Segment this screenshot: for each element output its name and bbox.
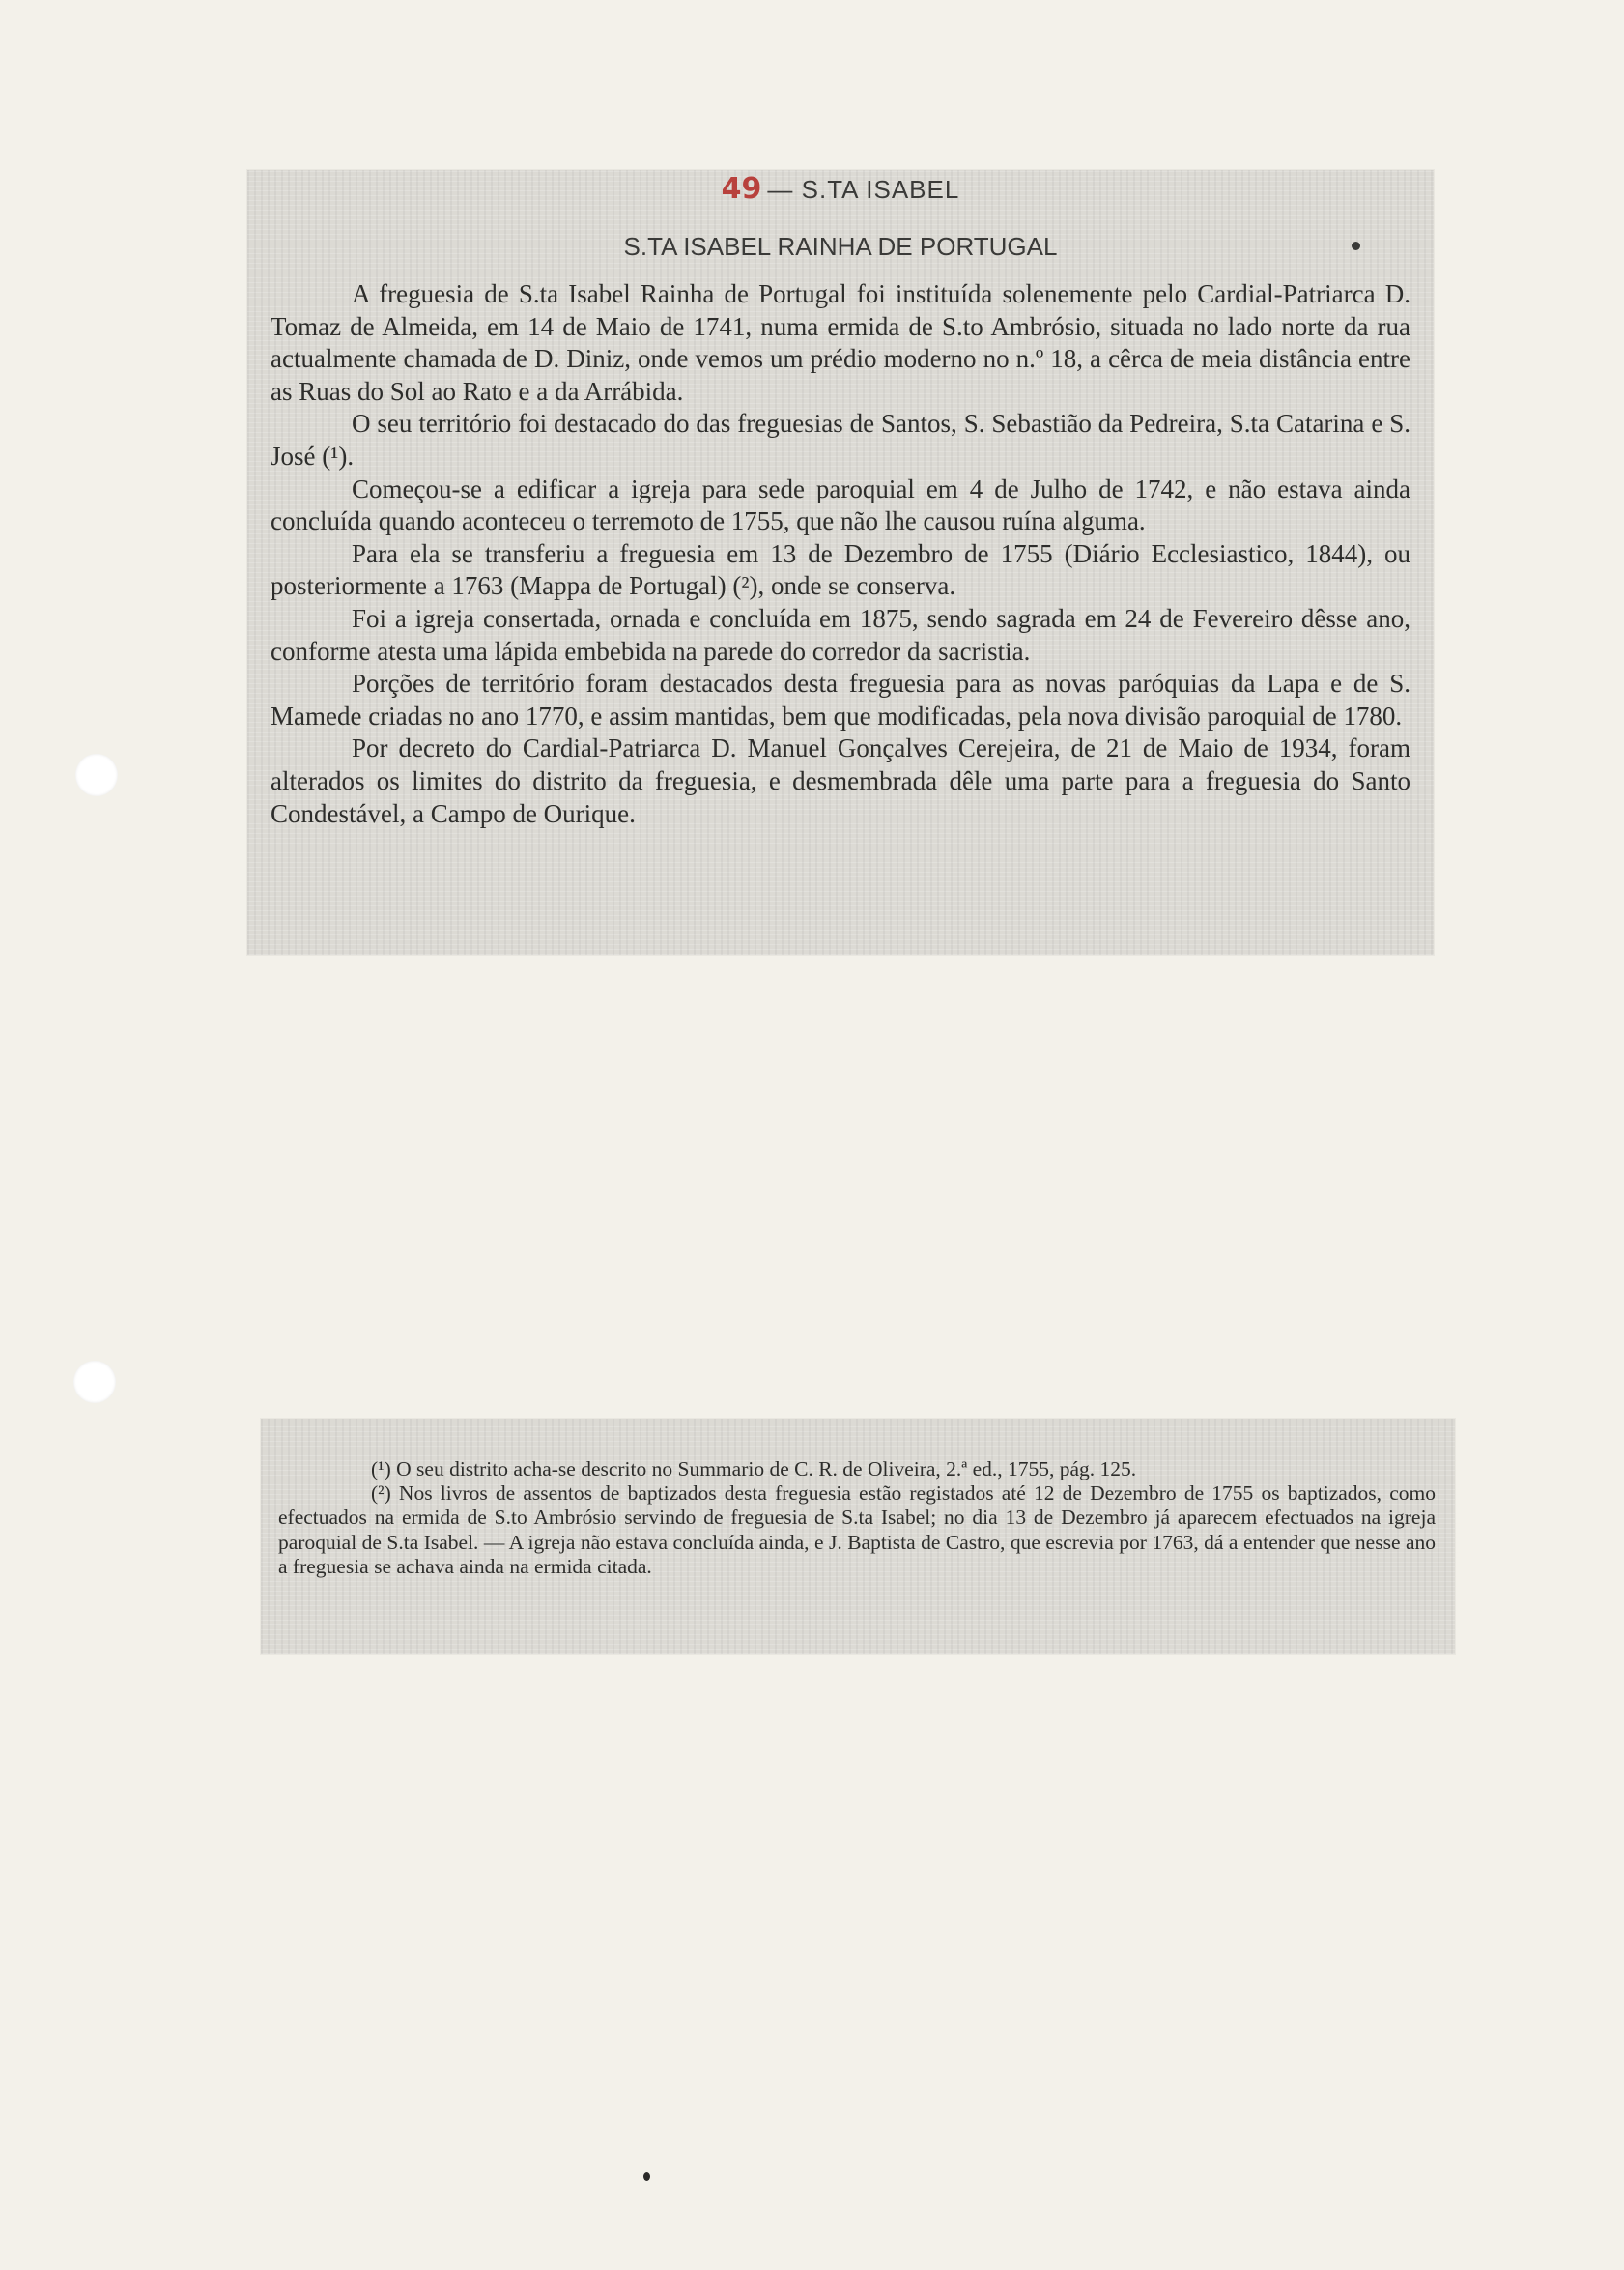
paragraph: Por decreto do Cardial-Patriarca D. Manuel Gonçalves Cerejeira, de 21 de Maio de 1934, foram alterados os limites do distrito da freguesia, e desmembrada dêle uma parte para a freguesia do Santo Condestável, a Campo de Ourique. (271, 733, 1410, 828)
paragraph: Para ela se transferiu a freguesia em 13 de Dezembro de 1755 (Diário Ecclesiastico, 1844), ou posteriormente a 1763 (Mappa de Portugal) (²), onde se conserva. (271, 538, 1410, 601)
footnote: (²) Nos livros de assentos de baptizados desta freguesia estão registados até 12 de Dezembro de 1755 os baptizados, como efectuados na ermida de S.to Ambrósio servindo de freguesia de S.ta Isabel; no dia 13 de Dezembro já aparecem efectuados na igreja paroquial de S.ta Isabel. — A igreja não estava concluída ainda, e J. Baptista de Castro, que escrevia por 1763, dá a entender que nesse ano a freguesia se achava ainda na ermida citada. (278, 1481, 1436, 1578)
header-title: — S.TA ISABEL (767, 175, 960, 204)
paragraph: Começou-se a edificar a igreja para sede paroquial em 4 de Julho de 1742, e não estava ainda concluída quando aconteceu o terremoto de 1755, que não lhe causou ruína alguma. (271, 474, 1410, 536)
footnotes (278, 1457, 1436, 1579)
punch-hole-top (75, 754, 118, 796)
main-text-clipping (247, 170, 1434, 955)
handwritten-page-number: 49 (721, 172, 762, 206)
paragraph: O seu território foi destacado do das freguesias de Santos, S. Sebastião da Pedreira, S.ta Catarina e S. José (¹). (271, 409, 1410, 471)
article-body (271, 278, 1410, 830)
paragraph: Foi a igreja consertada, ornada e concluída em 1875, sendo sagrada em 24 de Fevereiro dêsse ano, conforme atesta uma lápida embebida na parede do corredor da sacristia. (271, 603, 1410, 666)
footnote: (¹) O seu distrito acha-se descrito no Summario de C. R. de Oliveira, 2.ª ed., 1755, pág. 125. (371, 1457, 1137, 1480)
paragraph: Porções de território foram destacados desta freguesia para as novas paróquias da Lapa e de S. Mamede criadas no ano 1770, e assim mantidas, bem que modificadas, pela nova divisão paroquial de 1780. (271, 669, 1410, 731)
ink-speck (643, 2172, 650, 2181)
punch-hole-bottom (73, 1361, 116, 1403)
ink-dot (1352, 242, 1360, 250)
footnotes-clipping (261, 1419, 1455, 1654)
paragraph: A freguesia de S.ta Isabel Rainha de Portugal foi instituída solenemente pelo Cardial-Patriarca D. Tomaz de Almeida, em 14 de Maio de 1741, numa ermida de S.to Ambrósio, situada no lado norte da rua actualmente chamada de D. Diniz, onde vemos um prédio moderno no n.º 18, a cêrca de meia distância entre as Ruas do Sol ao Rato e a da Arrábida. (271, 279, 1410, 406)
page-header (247, 172, 1434, 206)
section-subtitle: S.TA ISABEL RAINHA DE PORTUGAL (623, 232, 1058, 261)
